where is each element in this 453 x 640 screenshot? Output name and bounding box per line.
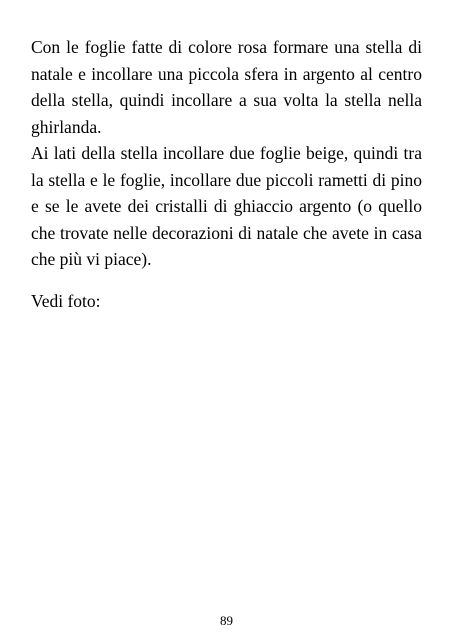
page-body <box>31 34 422 314</box>
page-number: 89 <box>220 613 233 628</box>
paragraph-side-decorations: Ai lati della stella incollare due foglie beige, quindi tra la stella e le foglie, incollare due piccoli rametti di pino e se le avete dei cristalli di ghiaccio argento (o quello che trovate nelle decorazioni di natale che avete in casa che più vi piace). <box>31 143 422 269</box>
paragraph-see-photo: Vedi foto: <box>31 290 101 311</box>
paragraph-star-assembly: Con le foglie fatte di colore rosa formare una stella di natale e incollare una piccola sfera in argento al centro della stella, quindi incollare a sua volta la stella nella ghirlanda. <box>31 37 422 137</box>
